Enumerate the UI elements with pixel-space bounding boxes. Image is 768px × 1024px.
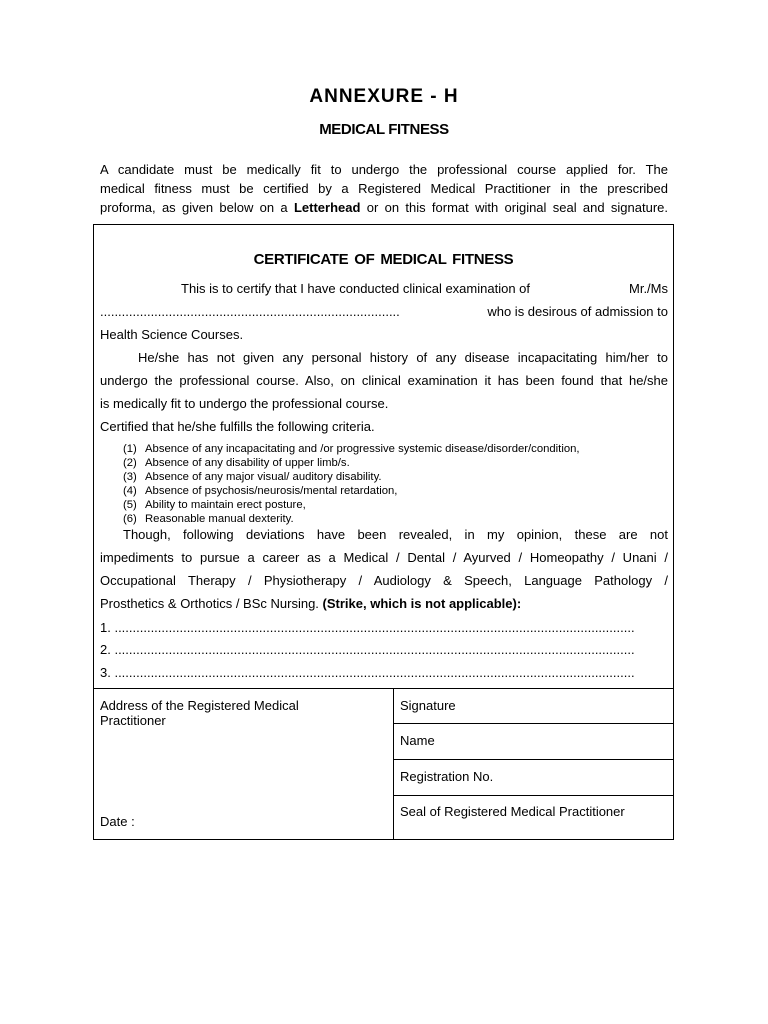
deviation-line-4: Prosthetics & Orthotics / BSc Nursing. (Strike, which is not applicable): [100,596,522,611]
intro-paragraph [100,160,668,217]
strike-note: (Strike, which is not applicable): [322,596,522,611]
history-line-3: is medically fit to undergo the professional course. [100,396,389,411]
criteria-item: (2) Absence of any disability of upper limb/s. [123,457,350,469]
deviation-line-3: Occupational Therapy / Physiotherapy / Audiology & Speech, Language Pathology / [100,573,668,588]
intro-line-2: medical fitness must be certified by a Registered Medical Practitioner in the prescribed [100,181,668,196]
criteria-item: (6) Reasonable manual dexterity. [123,513,294,525]
deviation-blank-2: 2. ................................................................................................................................................ [100,642,635,657]
mr-ms-text: Mr./Ms [629,281,668,296]
courses-line: Health Science Courses. [100,327,244,342]
table-row-line [393,795,674,796]
deviation-blank-1: 1. ................................................................................................................................................ [100,620,635,635]
candidate-name-blank: ................................................................................... [100,304,400,319]
certify-text: This is to certify that I have conducted clinical examination of [181,281,531,296]
intro-line-3-pre: proforma, as given below on a [100,200,294,215]
candidate-name-line [100,304,668,319]
intro-line-3 [100,198,668,217]
page-subtitle: MEDICAL FITNESS [319,121,449,138]
table-divider [393,689,394,840]
intro-line-3-post: or on this format with original seal and signature. [360,200,668,215]
table-row-line [393,723,674,724]
intro-line-1: A candidate must be medically fit to undergo the professional course applied for. The [100,162,668,177]
certificate-title: CERTIFICATE OF MEDICAL FITNESS [253,251,514,268]
admission-text: who is desirous of admission to [487,304,668,319]
name-label: Name [400,733,435,748]
address-label: Address of the Registered Medical Practitioner [100,698,299,728]
deviation-line-1: Though, following deviations have been revealed, in my opinion, these are not [123,527,668,542]
criteria-intro: Certified that he/she fulfills the following criteria. [100,419,375,434]
history-line-2: undergo the professional course. Also, on clinical examination it has been found that he/she [100,373,668,388]
seal-label: Seal of Registered Medical Practitioner [400,804,625,819]
criteria-list [123,442,668,526]
criteria-item: (1) Absence of any incapacitating and /or progressive systemic disease/disorder/condition, [123,443,580,455]
criteria-item: (3) Absence of any major visual/ auditory disability. [123,471,382,483]
history-line-1: He/she has not given any personal history of any disease incapacitating him/her to [138,350,668,365]
registration-label: Registration No. [400,769,494,784]
deviation-line-2: impediments to pursue a career as a Medical / Dental / Ayurved / Homeopathy / Unani / [100,550,668,565]
deviation-blank-3: 3. ................................................................................................................................................ [100,665,635,680]
date-label: Date : [100,814,135,829]
letterhead-text: Letterhead [293,200,361,215]
page-title: ANNEXURE - H [309,86,459,107]
criteria-item: (5) Ability to maintain erect posture, [123,499,306,511]
criteria-item: (4) Absence of psychosis/neurosis/mental retardation, [123,485,398,497]
signature-label: Signature [400,698,456,713]
table-row-line [393,759,674,760]
